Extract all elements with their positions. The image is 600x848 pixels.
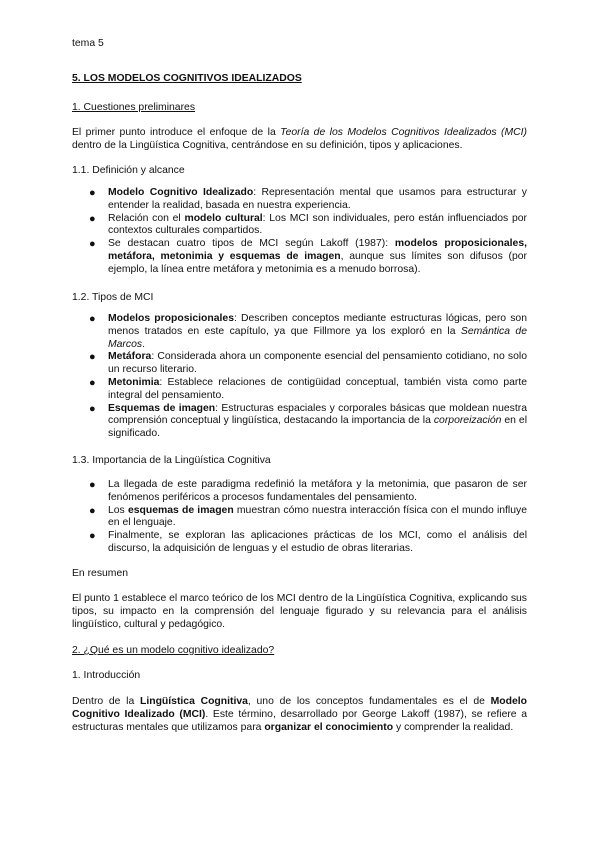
bullet-icon: ● xyxy=(89,351,96,364)
subsection-1-3-heading: 1.3. Importancia de la Lingüística Cognitiva xyxy=(72,455,271,466)
intro-text-1: El primer punto introduce el enfoque de la xyxy=(72,127,281,138)
summary-paragraph: El punto 1 establece el marco teórico de los MCI dentro de la Lingüística Cognitiva, explicando sus tipos, su impacto en la comprensión del lenguaje figurado y su relevancia para el análisis lingüístico, cultural y pedagógico. xyxy=(72,593,527,630)
list-item: ● Relación con el modelo cultural: Los MCI son individuales, pero están influenciados por contextos culturales compartidos. xyxy=(89,212,527,237)
list-item: ● Finalmente, se exploran las aplicaciones prácticas de los MCI, como el análisis del discurso, la adquisición de lenguas y el estudio de obras literarias. xyxy=(89,530,527,554)
list-item: ● Los esquemas de imagen muestran cómo nuestra interacción física con el mundo influye en el lenguaje. xyxy=(89,504,527,529)
subsection-1-1-heading: 1.1. Definición y alcance xyxy=(72,165,185,176)
list-item: ● Se destacan cuatro tipos de MCI según Lakoff (1987): modelos proposicionales, metáfora, metonimia y esquemas de imagen, aunque sus límites son difusos (por ejemplo, la línea entre metáfora y metonimia es a menudo borrosa). xyxy=(89,238,527,275)
page-header: tema 5 xyxy=(72,38,104,49)
bullet-icon: ● xyxy=(89,187,96,199)
bullet-icon: ● xyxy=(89,504,96,517)
summary-heading: En resumen xyxy=(72,568,129,579)
list-item: ● Modelo Cognitivo Idealizado: Representación mental que usamos para estructurar y entender la realidad, basada en nuestra experiencia. xyxy=(89,187,527,211)
subsection-1-3-list xyxy=(72,479,527,556)
section-1-intro xyxy=(72,127,527,153)
intro-italic: Teoría de los Modelos Cognitivos Idealizados (MCI) xyxy=(280,127,527,138)
bullet-icon: ● xyxy=(89,376,96,389)
document-title: 5. LOS MODELOS COGNITIVOS IDEALIZADOS xyxy=(72,73,302,84)
subsection-1-2-list xyxy=(72,313,527,441)
list-item: ● La llegada de este paradigma redefinió la metáfora y la metonimia, que pasaron de ser fenómenos periféricos a procesos fundamentales del pensamiento. xyxy=(89,479,527,503)
list-item: ● Esquemas de imagen: Estructuras espaciales y corporales básicas que moldean nuestra comprensión conceptual y lingüística, destacando la importancia de la corporeización en el significado. xyxy=(89,402,528,440)
subsection-1-2-heading: 1.2. Tipos de MCI xyxy=(72,292,154,303)
list-item: ● Metonimia: Establece relaciones de contigüidad conceptual, también vista como parte integral del pensamiento. xyxy=(89,376,527,401)
bullet-icon: ● xyxy=(89,479,96,491)
bullet-icon: ● xyxy=(89,530,96,543)
intro-text-2: dentro de la Lingüística Cognitiva, centrándose en su definición, tipos y aplicaciones. xyxy=(72,139,463,151)
list-item: ● Modelos proposicionales: Describen conceptos mediante estructuras lógicas, pero son menos tratados en este capítulo, ya que Fillmore ya los exploró en la Semántica de Marcos. xyxy=(89,313,527,350)
subsection-1-1-list xyxy=(72,187,527,277)
bullet-icon: ● xyxy=(89,313,96,325)
bullet-icon: ● xyxy=(89,402,96,415)
section-1-heading: 1. Cuestiones preliminares xyxy=(72,102,196,113)
bullet-icon: ● xyxy=(89,212,96,225)
list-item: ● Metáfora: Considerada ahora un componente esencial del pensamiento cotidiano, no solo un recurso literario. xyxy=(89,351,527,376)
section-2-sub-heading: 1. Introducción xyxy=(72,670,141,681)
section-2-heading: 2. ¿Qué es un modelo cognitivo idealizado? xyxy=(72,645,275,656)
section-2-intro-paragraph: Dentro de la Lingüística Cognitiva, uno de los conceptos fundamentales es el de Modelo Cognitivo Idealizado (MCI). Este término, desarrollado por George Lakoff (1987), se refiere a estructuras mentales que utilizamos para organizar el conocimiento y comprender la realidad. xyxy=(72,696,527,733)
bullet-icon: ● xyxy=(89,238,96,251)
